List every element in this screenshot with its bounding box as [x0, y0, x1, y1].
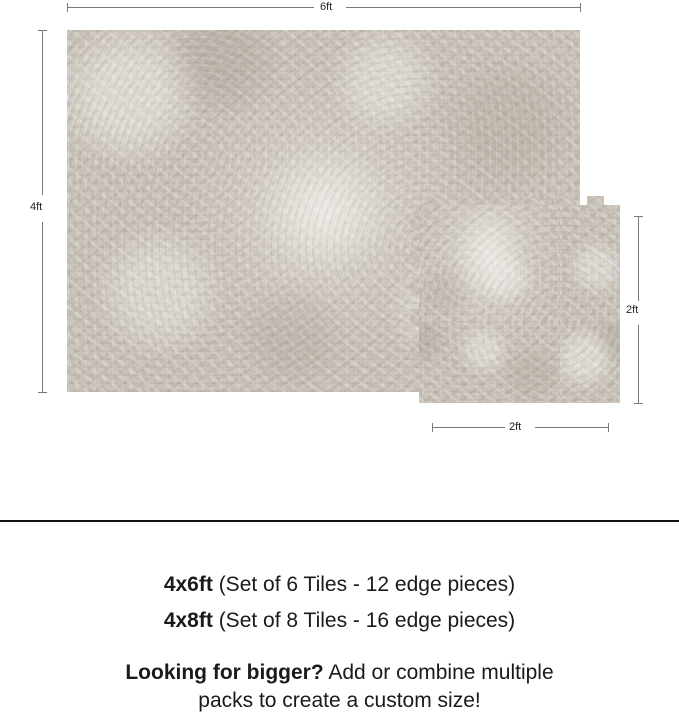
dimension-cap-right	[580, 3, 581, 12]
custom-size-detail-line	[0, 690, 679, 711]
dimension-line-tile-height-top	[638, 216, 639, 301]
label-large-width: 6ft	[320, 1, 333, 13]
custom-size-prompt	[0, 662, 679, 683]
size-option-4x8-detail: (Set of 8 Tiles - 16 edge pieces)	[218, 609, 516, 632]
dimension-cap-tile-bottom	[634, 403, 643, 404]
dimension-line-width-6ft	[67, 7, 314, 8]
size-option-4x6-label: 4x6ft	[163, 573, 213, 596]
size-option-4x8	[0, 610, 679, 631]
custom-size-detail-2: packs to create a custom size!	[198, 689, 481, 712]
dimension-cap-top	[38, 30, 47, 31]
dimension-line-tile-width-right	[535, 427, 608, 428]
dimension-cap-tile-left	[432, 423, 433, 432]
dimension-line-tile-width-left	[432, 427, 505, 428]
label-tile-width: 2ft	[509, 421, 522, 433]
size-options-info	[0, 522, 679, 710]
tile-pattern-texture	[419, 205, 620, 403]
custom-size-detail-1: Add or combine multiple	[328, 661, 554, 684]
size-option-4x6-detail: (Set of 6 Tiles - 12 edge pieces)	[218, 573, 516, 596]
label-tile-height: 2ft	[626, 304, 639, 316]
dimension-line-height-4ft-top	[42, 30, 43, 195]
custom-size-question: Looking for bigger?	[125, 661, 324, 684]
size-option-4x8-label: 4x8ft	[163, 609, 213, 632]
dimension-cap-bottom	[38, 392, 47, 393]
dimension-line-height-4ft-bottom	[42, 222, 43, 392]
dimension-cap-tile-right	[608, 423, 609, 432]
dimension-line-tile-height-bottom	[638, 325, 639, 403]
dimension-cap-tile-top	[634, 216, 643, 217]
single-foam-tile	[419, 205, 620, 403]
dimension-line-width-6ft-right	[346, 7, 580, 8]
size-option-4x6	[0, 574, 679, 595]
dimension-cap-left	[67, 3, 68, 12]
label-large-height: 4ft	[30, 201, 43, 213]
